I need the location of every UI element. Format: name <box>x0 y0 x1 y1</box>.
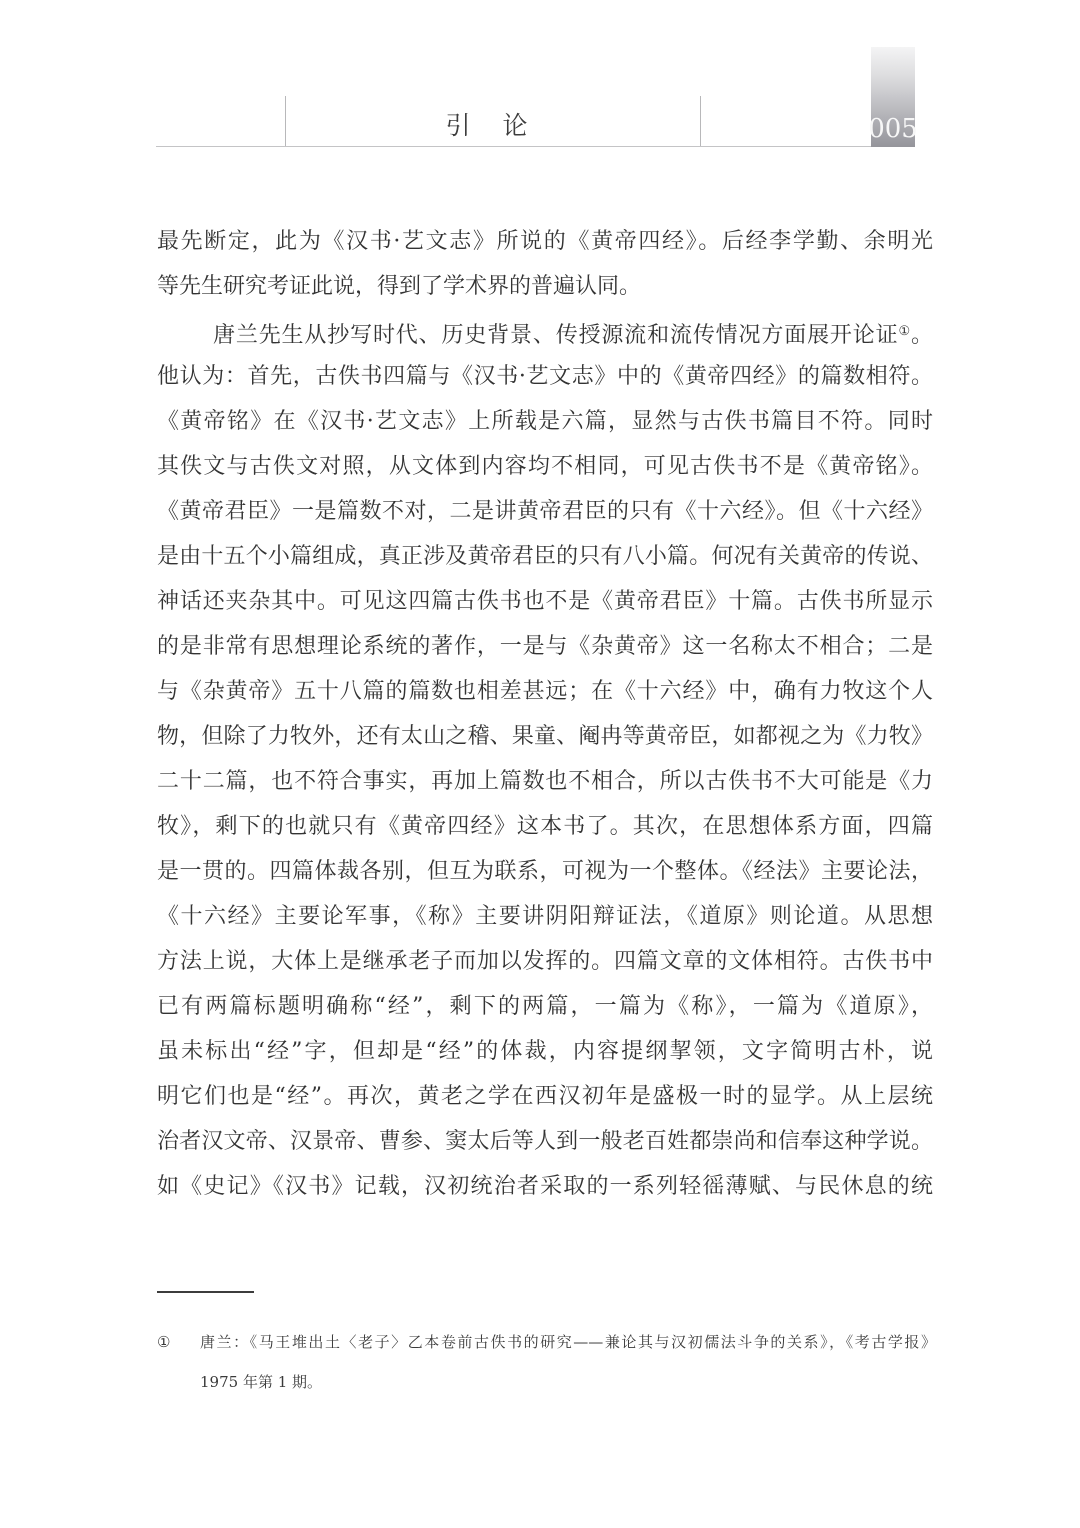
footnote-marker: ① <box>157 1333 171 1351</box>
footnote-separator-rule <box>157 1291 254 1293</box>
body-line: 等先生研究考证此说，得到了学术界的普遍认同。 <box>157 274 642 299</box>
body-line: 与《杂黄帝》五十八篇的篇数也相差甚远；在《十六经》中，确有力牧这个人 <box>157 679 933 704</box>
body-line: 如《史记》《汉书》记载，汉初统治者采取的一系列轻徭薄赋、与民休息的统 <box>157 1174 933 1199</box>
body-line: 的是非常有思想理论系统的著作，一是与《杂黄帝》这一名称太不相合；二是 <box>157 634 933 659</box>
footnote-reference-mark: ① <box>898 324 911 339</box>
body-text-column <box>157 219 933 1209</box>
body-line: 是由十五个小篇组成，真正涉及黄帝君臣的只有八小篇。何况有关黄帝的传说、 <box>157 544 933 569</box>
footnote-text-line2: 1975 年第 1 期。 <box>200 1373 323 1391</box>
page-number-badge <box>868 47 918 147</box>
body-line: 明它们也是“经”。再次，黄老之学在西汉初年是盛极一时的显学。从上层统 <box>157 1084 933 1109</box>
body-line <box>157 309 933 354</box>
footnote-text-line1: 唐兰：《马王堆出土〈老子〉乙本卷前古佚书的研究——兼论其与汉初儒法斗争的关系》，《考古学报》 <box>200 1333 936 1351</box>
body-line: 治者汉文帝、汉景帝、曹参、窦太后等人到一般老百姓都崇尚和信奉这种学说。 <box>157 1129 933 1154</box>
page-number: 005 <box>868 114 918 144</box>
body-line: 方法上说，大体上是继承老子而加以发挥的。四篇文章的文体相符。古佚书中 <box>157 949 933 974</box>
body-line: 最先断定，此为《汉书·艺文志》所说的《黄帝四经》。后经李学勤、余明光 <box>157 229 933 254</box>
running-head-title: 引 论 <box>445 111 540 140</box>
body-line: 牧》，剩下的也就只有《黄帝四经》这本书了。其次，在思想体系方面，四篇 <box>157 814 933 839</box>
body-line: 其佚文与古佚文对照，从文体到内容均不相同，可见古佚书不是《黄帝铭》。 <box>157 454 933 479</box>
body-line: 虽未标出“经”字，但却是“经”的体裁，内容提纲挈领，文字简明古朴，说 <box>157 1039 933 1064</box>
header-right-rule <box>700 96 701 147</box>
body-line: 《黄帝君臣》一是篇数不对，二是讲黄帝君臣的只有《十六经》。但《十六经》 <box>157 499 933 524</box>
body-line: 物，但除了力牧外，还有太山之稽、果童、阉冉等黄帝臣，如都视之为《力牧》 <box>157 724 933 749</box>
body-line: 已有两篇标题明确称“经”，剩下的两篇，一篇为《称》，一篇为《道原》， <box>157 994 933 1019</box>
footnote-block <box>157 1291 936 1402</box>
body-line: 他认为：首先，古佚书四篇与《汉书·艺文志》中的《黄帝四经》的篇数相符。 <box>157 364 933 389</box>
body-line: 《黄帝铭》在《汉书·艺文志》上所载是六篇，显然与古佚书篇目不符。同时 <box>157 409 933 434</box>
body-line-text: 。 <box>910 323 933 348</box>
body-line: 神话还夹杂其中。可见这四篇古佚书也不是《黄帝君臣》十篇。古佚书所显示 <box>157 589 933 614</box>
header-horizontal-rule <box>156 146 910 147</box>
body-line: 是一贯的。四篇体裁各别，但互为联系，可视为一个整体。《经法》主要论法， <box>157 859 933 884</box>
body-line: 二十二篇，也不符合事实，再加上篇数也不相合，所以古佚书不大可能是《力 <box>157 769 933 794</box>
body-line: 《十六经》主要论军事，《称》主要讲阴阳辩证法，《道原》则论道。从思想 <box>157 904 933 929</box>
body-line-text: 唐兰先生从抄写时代、历史背景、传授源流和流传情况方面展开论证 <box>213 323 899 348</box>
